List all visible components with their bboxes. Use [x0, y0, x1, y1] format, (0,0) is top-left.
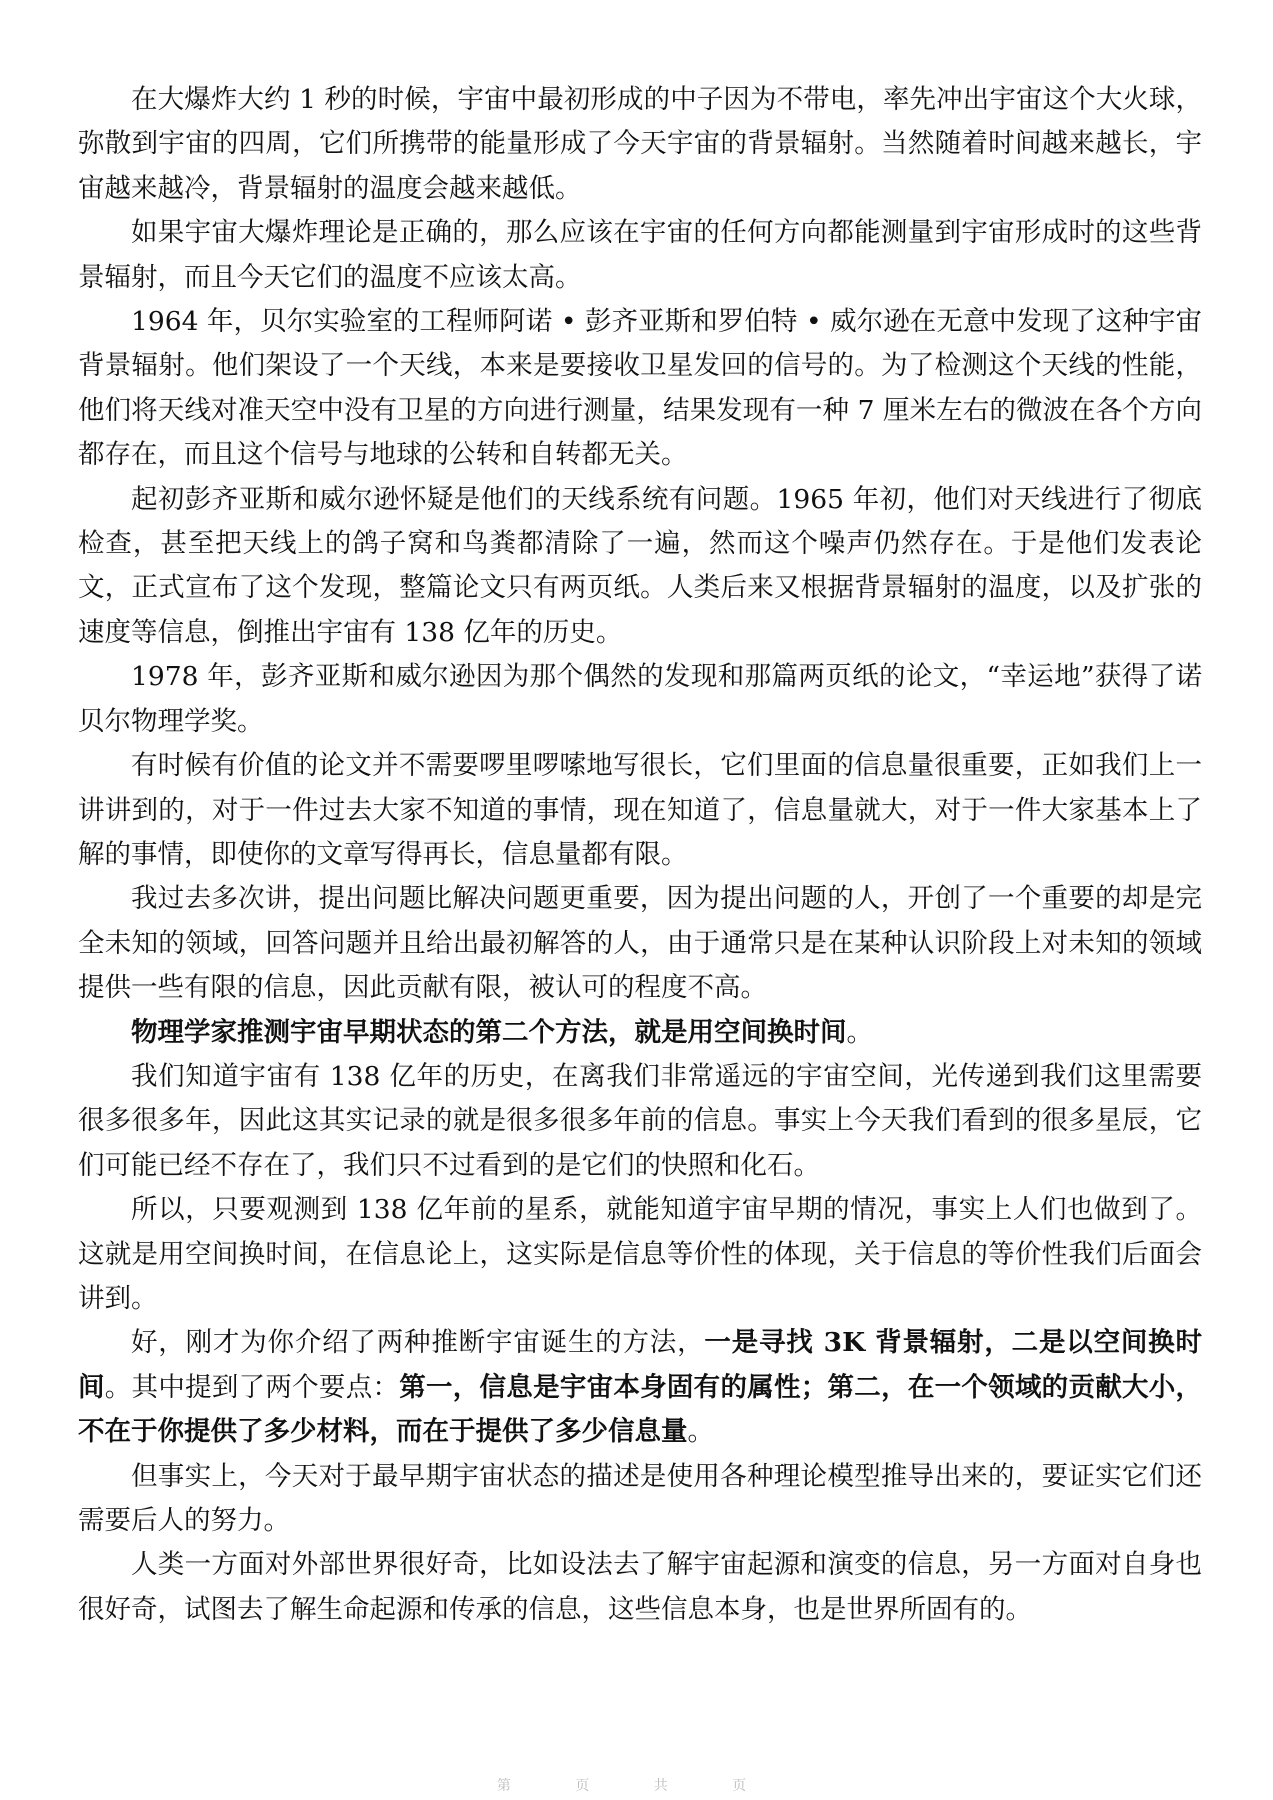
- paragraph: [78, 78, 1202, 211]
- text-run: 所以，只要观测到 138 亿年前的星系，就能知道宇宙早期的情况，事实上人们也做到了。这就是用空间换时间，在信息论上，这实际是信息等价性的体现，关于信息的等价性我们后面会讲到。: [78, 1194, 1202, 1314]
- paragraph: [78, 1543, 1202, 1632]
- bold-text: 一是寻找 3K 背景辐射，二是以空间换时间: [78, 1327, 1202, 1403]
- paragraph: [78, 1188, 1202, 1321]
- paragraph: [78, 1011, 1202, 1055]
- paragraph: [78, 211, 1202, 300]
- text-run: 1978 年，彭齐亚斯和威尔逊因为那个偶然的发现和那篇两页纸的论文，“幸运地”获得了诺贝尔物理学奖。: [78, 661, 1202, 737]
- paragraph: [78, 1455, 1202, 1544]
- text-run: 。: [846, 1016, 873, 1048]
- text-run: 。: [687, 1416, 714, 1448]
- paragraph: [78, 300, 1202, 478]
- text-run: 如果宇宙大爆炸理论是正确的，那么应该在宇宙的任何方向都能测量到宇宙形成时的这些背景辐射，而且今天它们的温度不应该太高。: [78, 217, 1202, 293]
- bold-text: 第一，信息是宇宙本身固有的属性；第二，在一个领域的贡献大小，不在于你提供了多少材料，而在于提供了多少信息量: [78, 1371, 1203, 1448]
- text-run: 1964 年，贝尔实验室的工程师阿诺 • 彭齐亚斯和罗伯特 • 威尔逊在无意中发现了这种宇宙背景辐射。他们架设了一个天线，本来是要接收卫星发回的信号的。为了检测这个天线的性能，他们将天线对准天空中没有卫星的方向进行测量，结果发现有一种 7 厘米左右的微波在各个方向都存在，而且这个信号与地球的公转和自转都无关。: [78, 306, 1202, 471]
- text-run: 我们知道宇宙有 138 亿年的历史，在离我们非常遥远的宇宙空间，光传递到我们这里需要很多很多年，因此这其实记录的就是很多很多年前的信息。事实上今天我们看到的很多星辰，它们可能已经不存在了，我们只不过看到的是它们的快照和化石。: [78, 1060, 1202, 1181]
- text-run: 在大爆炸大约 1 秒的时候，宇宙中最初形成的中子因为不带电，率先冲出宇宙这个大火球，弥散到宇宙的四周，它们所携带的能量形成了今天宇宙的背景辐射。当然随着时间越来越长，宇宙越来越冷，背景辐射的温度会越来越低。: [78, 84, 1202, 204]
- text-run: 有时候有价值的论文并不需要啰里啰嗦地写很长，它们里面的信息量很重要，正如我们上一讲讲到的，对于一件过去大家不知道的事情，现在知道了，信息量就大，对于一件大家基本上了解的事情，即使你的文章写得再长，信息量都有限。: [78, 750, 1202, 870]
- paragraph: [78, 877, 1202, 1010]
- text-run: 好，刚才为你介绍了两种推断宇宙诞生的方法，: [131, 1327, 705, 1359]
- paragraph: [78, 655, 1202, 744]
- paragraph: [78, 744, 1202, 877]
- paragraph: [78, 1055, 1202, 1188]
- text-run: 。其中提到了两个要点：: [104, 1371, 400, 1403]
- paragraph: [78, 1321, 1202, 1454]
- bold-text: 物理学家推测宇宙早期状态的第二个方法，就是用空间换时间: [131, 1016, 847, 1048]
- page-footer: 第 页 共 页: [496, 1778, 777, 1794]
- text-run: 起初彭齐亚斯和威尔逊怀疑是他们的天线系统有问题。1965 年初，他们对天线进行了彻底检查，甚至把天线上的鸽子窝和鸟粪都清除了一遍，然而这个噪声仍然存在。于是他们发表论文，正式宣布了这个发现，整篇论文只有两页纸。人类后来又根据背景辐射的温度，以及扩张的速度等信息，倒推出宇宙有 138 亿年的历史。: [78, 483, 1202, 648]
- text-run: 但事实上，今天对于最早期宇宙状态的描述是使用各种理论模型推导出来的，要证实它们还需要后人的努力。: [78, 1460, 1202, 1536]
- paragraph: [78, 478, 1202, 656]
- document-body: [78, 78, 1202, 1632]
- text-run: 人类一方面对外部世界很好奇，比如设法去了解宇宙起源和演变的信息，另一方面对自身也很好奇，试图去了解生命起源和传承的信息，这些信息本身，也是世界所固有的。: [78, 1549, 1202, 1625]
- text-run: 我过去多次讲，提出问题比解决问题更重要，因为提出问题的人，开创了一个重要的却是完全未知的领域，回答问题并且给出最初解答的人，由于通常只是在某种认识阶段上对未知的领域提供一些有限的信息，因此贡献有限，被认可的程度不高。: [78, 883, 1202, 1004]
